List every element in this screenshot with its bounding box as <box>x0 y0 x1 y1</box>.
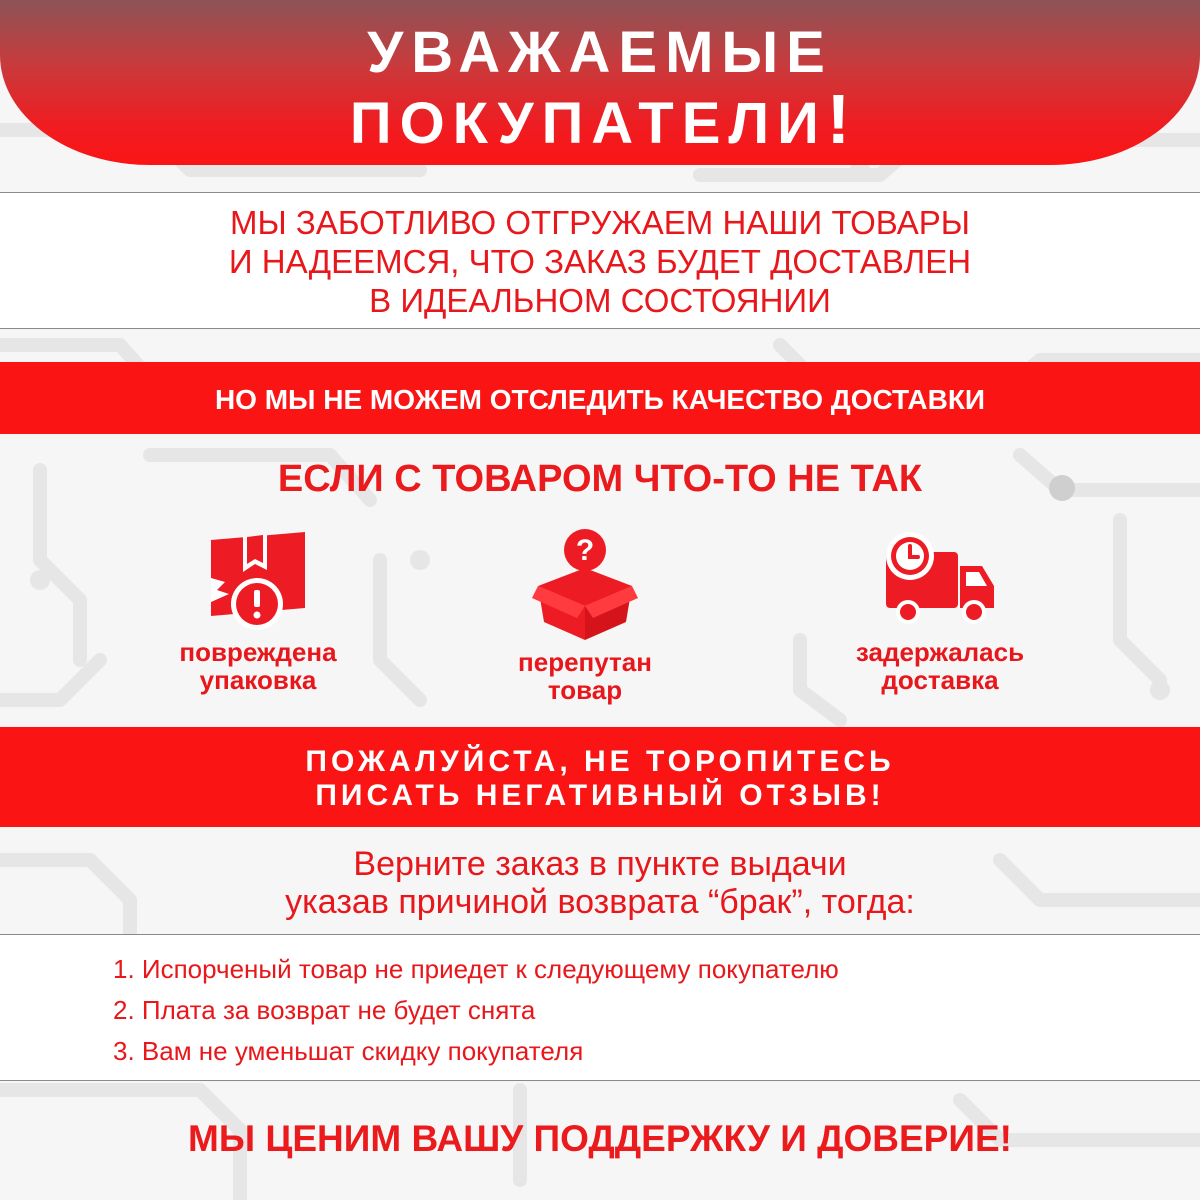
list-item: 3. Вам не уменьшат скидку покупателя <box>113 1036 584 1066</box>
header-title-line1: УВАЖАЕМЫЕ <box>367 20 833 85</box>
please-text <box>0 745 1200 813</box>
svg-text:?: ? <box>575 534 595 567</box>
intro-text <box>0 203 1200 320</box>
intro-line3: В ИДЕАЛЬНОМ СОСТОЯНИИ <box>369 282 831 319</box>
issue-damaged-package <box>128 530 388 694</box>
warning-bar <box>0 362 1200 434</box>
please-line1: ПОЖАЛУЙСТА, НЕ ТОРОПИТЕСЬ <box>305 745 895 778</box>
question-box-icon <box>530 528 640 640</box>
delayed-truck-icon <box>880 530 1000 630</box>
intro-line2: И НАДЕЕМСЯ, ЧТО ЗАКАЗ БУДЕТ ДОСТАВЛЕН <box>228 243 972 280</box>
return-line2: указав причиной возврата “брак”, тогда: <box>285 883 915 921</box>
header-banner <box>0 0 1200 165</box>
warning-text: НО МЫ НЕ МОЖЕМ ОТСЛЕДИТЬ КАЧЕСТВО ДОСТАВКИ <box>214 384 986 415</box>
header-title-line2 <box>0 80 1200 158</box>
please-line2: ПИСАТЬ НЕГАТИВНЫЙ ОТЗЫВ! <box>315 779 885 812</box>
issue-label-line1: задержалась <box>855 637 1025 667</box>
issue-label-line2: товар <box>547 675 623 705</box>
issue-label-line1: перепутан <box>518 647 652 677</box>
issue-headline: ЕСЛИ С ТОВАРОМ ЧТО-ТО НЕ ТАК <box>277 458 923 500</box>
intro-band <box>0 192 1200 329</box>
exclamation-mark: ! <box>826 80 851 158</box>
return-instructions <box>0 845 1200 921</box>
return-line1: Верните заказ в пункте выдачи <box>353 845 847 883</box>
list-item: 1. Испорченый товар не приедет к следующему покупателю <box>113 954 839 984</box>
list-item: 2. Плата за возврат не будет снята <box>113 995 536 1025</box>
issue-label-line2: упаковка <box>199 665 317 695</box>
please-bar <box>0 727 1200 827</box>
damaged-package-icon <box>203 530 313 630</box>
footer-message: МЫ ЦЕНИМ ВАШУ ПОДДЕРЖКУ И ДОВЕРИЕ! <box>188 1118 1012 1159</box>
issue-delayed-delivery <box>810 530 1070 694</box>
issue-wrong-item <box>455 528 715 704</box>
header-title-line2-text: ПОКУПАТЕЛИ <box>349 91 827 156</box>
issue-label-line1: повреждена <box>179 637 337 667</box>
benefits-band <box>0 934 1200 1081</box>
intro-line1: МЫ ЗАБОТЛИВО ОТГРУЖАЕМ НАШИ ТОВАРЫ <box>230 204 970 241</box>
issue-label-line2: доставка <box>881 665 999 695</box>
benefits-list <box>113 949 839 1072</box>
